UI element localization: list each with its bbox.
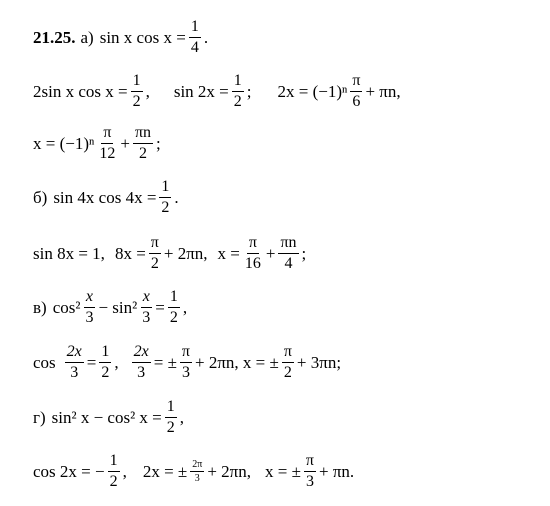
line-1 (33, 18, 208, 58)
expr-text: + (265, 243, 276, 263)
fraction (304, 452, 316, 492)
denominator: 6 (352, 93, 361, 111)
numerator: x (141, 288, 152, 308)
fraction (232, 72, 244, 112)
fraction (65, 343, 84, 383)
expr-text: + πn. (319, 461, 355, 481)
line-2 (33, 72, 401, 112)
fraction (165, 398, 177, 438)
numerator: 1 (159, 178, 171, 198)
expr-text: sin 2x = (173, 81, 229, 101)
expr-text: sin² x − cos² x = (51, 407, 162, 427)
numerator: π (282, 343, 294, 363)
numerator: 2x (65, 343, 84, 363)
expr-text: , (182, 297, 188, 317)
part-b-statement: sin 4x cos 4x = (53, 187, 157, 207)
fraction (97, 124, 117, 164)
expr-text: + 2πn, x = ± (194, 352, 279, 372)
numerator: x (84, 288, 95, 308)
expr-text: + 2πn, (163, 243, 208, 263)
expr-text: = (155, 297, 165, 317)
fraction (132, 343, 151, 383)
denominator: 2 (132, 93, 141, 111)
numerator: 1 (131, 72, 143, 92)
part-a-fraction (189, 18, 201, 58)
numerator: π (101, 124, 113, 144)
numerator: π (304, 452, 316, 472)
denominator: 3 (85, 309, 94, 327)
fraction (149, 234, 161, 274)
denominator: 4 (190, 39, 199, 57)
line-6 (33, 288, 187, 328)
denominator: 3 (137, 364, 146, 382)
fraction (168, 288, 180, 328)
expr-text: − sin² (98, 297, 138, 317)
numerator: πn (278, 234, 298, 254)
expr-text: cos 2x = − (33, 461, 105, 481)
denominator: 3 (194, 473, 200, 485)
fraction (278, 234, 298, 274)
numerator: πn (133, 124, 153, 144)
problem-number: 21.25. (33, 27, 76, 47)
fraction (243, 234, 263, 274)
expr-text: sin 8x = 1, (33, 243, 105, 263)
denominator: 2 (150, 255, 159, 273)
part-c-label: в) (33, 297, 47, 317)
denominator: 16 (244, 255, 261, 273)
part-a-statement: sin x cos x = (99, 27, 186, 47)
numerator: π (247, 234, 259, 254)
numerator: 1 (99, 343, 111, 363)
part-d-label: г) (33, 407, 46, 427)
expr-text: x = (217, 243, 240, 263)
expr-text: cos (33, 352, 56, 372)
fraction (282, 343, 294, 383)
denominator: 12 (99, 145, 116, 163)
fraction (180, 343, 192, 383)
expr-text: x = ± (265, 461, 301, 481)
numerator: 1 (165, 398, 177, 418)
line-7 (33, 343, 341, 383)
numerator: π (149, 234, 161, 254)
fraction (140, 288, 152, 328)
denominator: 2 (233, 93, 242, 111)
fraction (131, 72, 143, 112)
denominator: 2 (169, 309, 178, 327)
line-8 (33, 398, 184, 438)
expr-text: ; (156, 133, 161, 153)
expr-text: cos² (52, 297, 81, 317)
numerator: 2x (132, 343, 151, 363)
line-4 (33, 178, 179, 218)
expr-text: 8x = (114, 243, 146, 263)
line-3 (33, 124, 161, 164)
denominator: 3 (181, 364, 190, 382)
denominator: 2 (166, 419, 175, 437)
expr-text: , (114, 352, 119, 372)
expr-text: . (174, 187, 179, 207)
part-a-end: . (203, 27, 209, 47)
line-5 (33, 234, 306, 274)
fraction (99, 343, 111, 383)
part-a-label: а) (80, 27, 94, 47)
expr-text: x = (−1)ⁿ (33, 133, 95, 153)
numerator: 1 (168, 288, 180, 308)
denominator: 4 (284, 255, 293, 273)
fraction (350, 72, 362, 112)
expr-text: , (122, 461, 127, 481)
fraction (190, 459, 204, 485)
expr-text: + 3πn; (296, 352, 342, 372)
denominator: 3 (142, 309, 151, 327)
numerator: 1 (232, 72, 244, 92)
expr-text: , (145, 81, 150, 101)
fraction (133, 124, 153, 164)
expr-text: 2sin x cos x = (33, 81, 128, 101)
numerator: 1 (189, 18, 201, 38)
denominator: 3 (70, 364, 79, 382)
expr-text: + (120, 133, 130, 153)
expr-text: 2x = ± (142, 461, 188, 481)
part-b-label: б) (33, 187, 48, 207)
denominator: 2 (283, 364, 292, 382)
expr-text: ; (301, 243, 307, 263)
fraction (83, 288, 95, 328)
expr-text: = ± (153, 352, 177, 372)
denominator: 3 (305, 473, 314, 491)
denominator: 2 (109, 473, 118, 491)
numerator: 2π (190, 459, 204, 473)
fraction (108, 452, 120, 492)
denominator: 2 (101, 364, 110, 382)
fraction (159, 178, 171, 218)
expr-text: 2x = (−1)ⁿ (277, 81, 348, 101)
expr-text: ; (246, 81, 252, 101)
line-9 (33, 452, 354, 492)
numerator: π (350, 72, 362, 92)
numerator: 1 (108, 452, 120, 472)
expr-text: = (86, 352, 97, 372)
denominator: 2 (138, 145, 147, 163)
expr-text: , (179, 407, 185, 427)
numerator: π (180, 343, 192, 363)
expr-text: + πn, (365, 81, 401, 101)
expr-text: + 2πn, (207, 461, 251, 481)
denominator: 2 (161, 199, 170, 217)
